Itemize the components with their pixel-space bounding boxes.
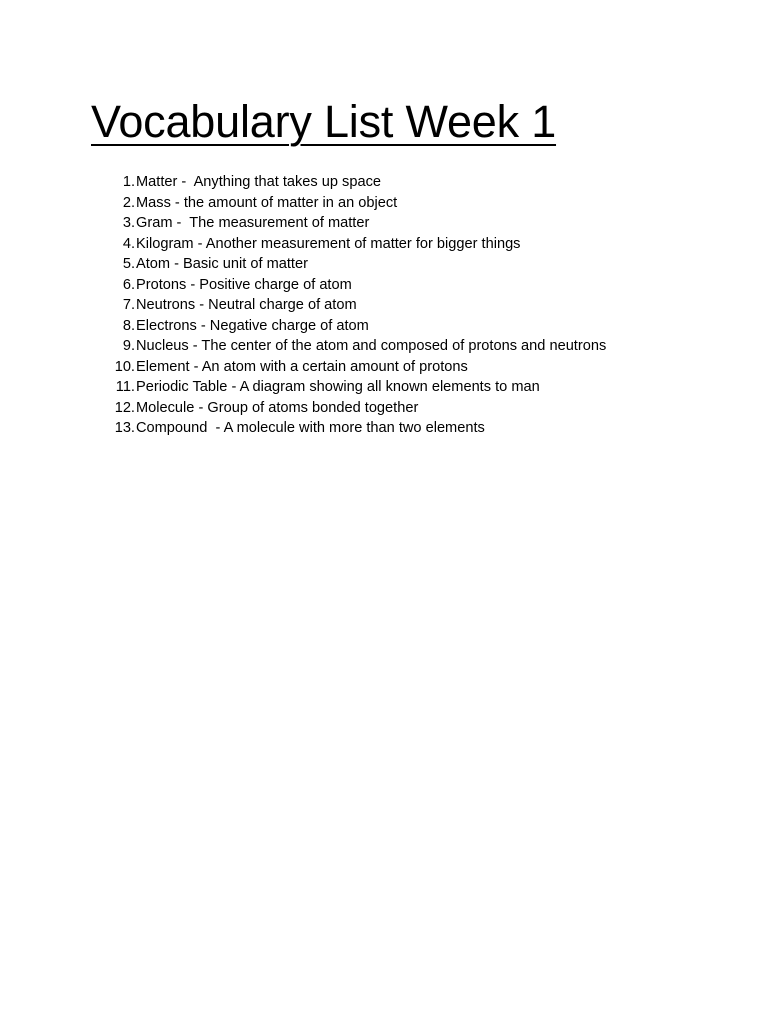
list-item	[107, 172, 606, 193]
item-number: 12.	[114, 399, 135, 416]
item-number: 13.	[114, 420, 135, 436]
item-definition: Kilogram - Another measurement of matter for bigger things	[136, 235, 521, 252]
item-definition: Molecule - Group of atoms bonded together	[136, 399, 419, 416]
item-definition: Protons - Positive charge of atom	[136, 276, 352, 293]
item-definition: Periodic Table - A diagram showing all known elements to man	[136, 379, 540, 395]
list-item	[107, 213, 606, 234]
item-definition: Atom - Basic unit of matter	[136, 256, 308, 272]
item-definition: Mass - the amount of matter in an object	[136, 194, 398, 211]
item-definition: Electrons - Negative charge of atom	[136, 317, 369, 334]
item-number: 11.	[115, 379, 135, 395]
item-definition: Element - An atom with a certain amount of protons	[136, 358, 468, 375]
item-number: 7.	[122, 297, 135, 313]
item-definition: Nucleus - The center of the atom and composed of protons and neutrons	[136, 338, 607, 354]
list-item	[107, 193, 606, 214]
list-item	[107, 336, 606, 357]
item-number: 6.	[122, 276, 135, 293]
item-number: 3.	[122, 215, 135, 231]
item-number: 1.	[122, 174, 135, 190]
item-definition: Gram - The measurement of matter	[136, 215, 370, 231]
item-number: 4.	[122, 235, 135, 252]
list-item	[107, 398, 606, 419]
item-definition: Compound - A molecule with more than two elements	[136, 420, 485, 436]
item-definition: Matter - Anything that takes up space	[136, 174, 381, 190]
item-number: 8.	[122, 317, 135, 334]
page-title: Vocabulary List Week 1	[91, 96, 557, 147]
list-item	[107, 295, 606, 316]
list-item	[107, 377, 606, 398]
item-number: 5.	[122, 256, 135, 272]
list-item	[107, 254, 606, 275]
vocabulary-list	[107, 172, 606, 439]
list-item	[107, 357, 606, 378]
list-item	[107, 234, 606, 255]
list-item	[107, 418, 606, 439]
item-definition: Neutrons - Neutral charge of atom	[136, 297, 357, 313]
item-number: 9.	[122, 338, 135, 354]
item-number: 10.	[114, 358, 135, 375]
item-number: 2.	[122, 194, 135, 211]
list-item	[107, 275, 606, 296]
list-item	[107, 316, 606, 337]
